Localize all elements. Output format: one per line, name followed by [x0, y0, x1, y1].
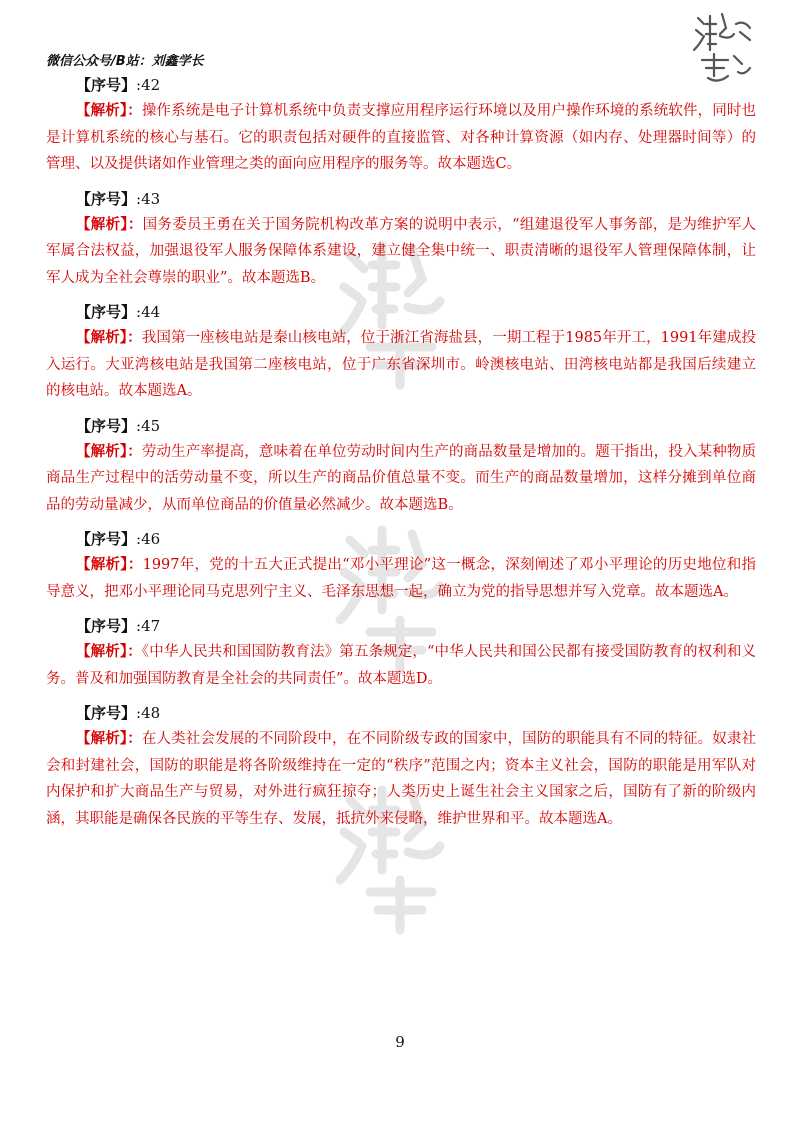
- sequence-number: :42: [136, 76, 161, 94]
- analysis-label: 【解析】：: [76, 556, 143, 573]
- analysis-text: 1997年，党的十五大正式提出“邓小平理论”这一概念，深刻阐述了邓小平理论的历史地位和指导意义，把邓小平理论同马克思列宁主义、毛泽东思想一起，确立为党的指导思想并写入党章。故本题选A。: [46, 557, 756, 600]
- analysis-label: 【解析】：: [76, 102, 142, 119]
- analysis-text: 《中华人民共和国国防教育法》第五条规定，“中华人民共和国公民都有接受国防教育的权利和义务。普及和加强国防教育是全社会的共同责任”。故本题选D。: [46, 644, 756, 687]
- analysis-label: 【解析】：: [76, 215, 143, 233]
- sequence-line: [46, 186, 756, 212]
- analysis-paragraph: [46, 439, 756, 519]
- sequence-label: 【序号】: [76, 530, 137, 548]
- question-entry: [46, 700, 756, 832]
- sequence-number: :44: [136, 303, 161, 321]
- question-entry: [46, 72, 756, 178]
- analysis-text: 在人类社会发展的不同阶段中，在不同阶级专政的国家中，国防的职能具有不同的特征。奴隶社会和封建社会，国防的职能是将各阶级维持在一定的“秩序”范围之内；资本主义社会，国防的职能是用军队对内保护和扩大商品生产与贸易，对外进行疯狂掠夺；人类历史上诞生社会主义国家之后，国防有了新的阶级内涵，其职能是确保各民族的平等生存、发展，抵抗外来侵略，维护世界和平。故本题选A。: [46, 731, 756, 827]
- analysis-paragraph: [46, 552, 756, 605]
- analysis-paragraph: [46, 98, 756, 178]
- analysis-text: 劳动生产率提高，意味着在单位劳动时间内生产的商品数量是增加的。题干指出，投入某种物质商品生产过程中的活劳动量不变，所以生产的商品价值总量不变。而生产的商品数量增加，这样分摊到单位商品的劳动量减少，从而单位商品的价值量必然减少。故本题选B。: [46, 443, 756, 513]
- sequence-label: 【序号】: [76, 303, 137, 321]
- sequence-number: :47: [136, 617, 161, 635]
- analysis-text: 操作系统是电子计算机系统中负责支撑应用程序运行环境以及用户操作环境的系统软件，同时也是计算机系统的核心与基石。它的职责包括对硬件的直接监管、对各种计算资源（如内存、处理器时间等）的管理、以及提供诸如作业管理之类的面向应用程序的服务等。故本题选C。: [46, 103, 756, 172]
- analysis-paragraph: [46, 325, 756, 405]
- question-entry: [46, 413, 756, 519]
- sequence-line: [46, 299, 756, 325]
- sequence-label: 【序号】: [76, 189, 137, 208]
- sequence-line: [46, 613, 756, 639]
- sequence-number: :46: [136, 530, 161, 548]
- sequence-line: [46, 72, 756, 98]
- sequence-label: 【序号】: [76, 416, 137, 435]
- sequence-line: [46, 700, 756, 726]
- header-tag: 微信公众号/B站：刘鑫学长: [46, 54, 204, 69]
- analysis-label: 【解析】：: [76, 643, 142, 660]
- sequence-number: :45: [136, 416, 161, 435]
- analysis-text: 我国第一座核电站是秦山核电站，位于浙江省海盐县，一期工程于1985年开工，1991年建成投入运行。大亚湾核电站是我国第二座核电站，位于广东省深圳市。岭澳核电站、田湾核电站都是我国后续建立的核电站。故本题选A。: [46, 330, 756, 399]
- analysis-label: 【解析】：: [76, 329, 142, 346]
- analysis-text: 国务委员王勇在关于国务院机构改革方案的说明中表示，“组建退役军人事务部，是为维护军人军属合法权益，加强退役军人服务保障体系建设，建立健全集中统一、职责清晰的退役军人管理保障体制，让军人成为全社会尊崇的职业”。故本题选B。: [46, 216, 756, 286]
- question-entry: [46, 299, 756, 405]
- analysis-label: 【解析】：: [76, 442, 142, 460]
- sequence-label: 【序号】: [76, 617, 137, 635]
- document-body: [46, 72, 756, 840]
- page-number: 9: [395, 1033, 405, 1051]
- question-entry: [46, 526, 756, 605]
- sequence-line: [46, 526, 756, 552]
- analysis-label: 【解析】：: [76, 730, 142, 747]
- sequence-label: 【序号】: [76, 76, 137, 94]
- sequence-number: :43: [136, 189, 161, 208]
- question-entry: [46, 613, 756, 692]
- sequence-label: 【序号】: [76, 704, 137, 722]
- sequence-line: [46, 413, 756, 439]
- analysis-paragraph: [46, 639, 756, 692]
- analysis-paragraph: [46, 726, 756, 832]
- sequence-number: :48: [136, 704, 161, 722]
- analysis-paragraph: [46, 212, 756, 292]
- question-entry: [46, 186, 756, 292]
